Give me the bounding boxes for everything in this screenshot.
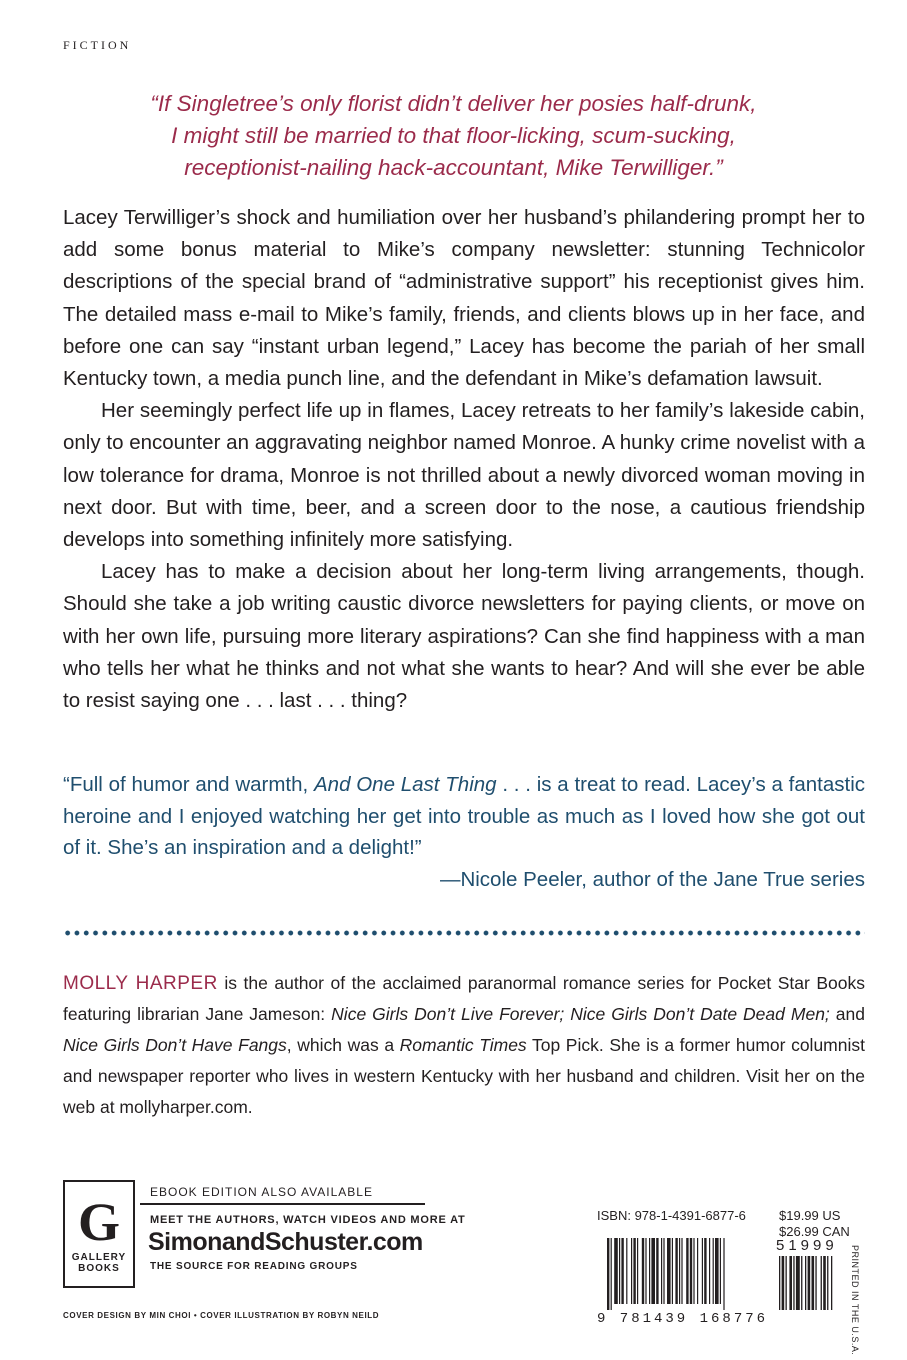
pull-quote bbox=[60, 88, 847, 184]
barcode-addon-bar bbox=[801, 1256, 802, 1310]
blurb-pre: “Full of humor and warmth, bbox=[63, 773, 314, 796]
blurb-book-title: And One Last Thing bbox=[314, 773, 497, 796]
bio-title: Nice Girls Don’t Have Fangs bbox=[63, 1035, 287, 1055]
description-paragraph: Lacey has to make a decision about her long-term living arrangements, though. Should she take a job writing caustic divorce newsletters for paying clients, or move on with her own life, pursuing more literary aspirations? Can she find happiness with a man who tells her what he thinks and not what she wants to hear? And will she ever be able to resist saying one . . . last . . . thing? bbox=[63, 560, 865, 713]
barcode-bar bbox=[614, 1238, 618, 1304]
barcode-bar bbox=[713, 1238, 714, 1304]
logo-name: BOOKS bbox=[78, 1263, 120, 1274]
barcode-bar bbox=[626, 1238, 627, 1304]
printed-in-usa: PRINTED IN THE U.S.A. bbox=[850, 1245, 860, 1356]
barcode-bar bbox=[697, 1238, 698, 1304]
barcode-bar bbox=[690, 1238, 692, 1304]
book-description bbox=[63, 202, 865, 717]
barcode-addon-bar bbox=[805, 1256, 806, 1310]
barcode-addon-bar bbox=[823, 1256, 826, 1310]
barcode-bar bbox=[619, 1238, 620, 1304]
logo-letter: G bbox=[77, 1192, 120, 1252]
barcode-addon-number: 51999 bbox=[776, 1237, 838, 1254]
bio-text: , which was a bbox=[286, 1035, 400, 1055]
pull-quote-line: receptionist-nailing hack-accountant, Mike Terwilliger.” bbox=[184, 155, 723, 180]
publisher-website: SimonandSchuster.com bbox=[148, 1228, 423, 1256]
barcode-bar bbox=[621, 1238, 623, 1304]
description-paragraph: Lacey Terwilliger’s shock and humiliation over her husband’s philandering prompt her to add some bonus material to Mike’s company newsletter: stunning Technicolor descriptions of the special brand of “administrative support” his receptionist gives him. The detailed mass e-mail to Mike’s family, friends, and clients blows up in her face, and before one can say “instant urban legend,” Lacey has become the pariah of her small Kentucky town, a media punch line, and the defendant in Mike’s defamation lawsuit. bbox=[63, 206, 865, 391]
barcode-bar bbox=[723, 1238, 724, 1310]
barcode-addon-bar bbox=[789, 1256, 792, 1310]
blurb-attribution: —Nicole Peeler, author of the Jane True series bbox=[439, 867, 865, 891]
pull-quote-line: I might still be married to that floor-licking, scum-sucking, bbox=[171, 123, 736, 148]
author-name: MOLLY HARPER bbox=[63, 973, 218, 994]
description-paragraph: Her seemingly perfect life up in flames, Lacey retreats to her family’s lakeside cabin, only to encounter an aggravating neighbor named Monroe. A hunky crime novelist with a low tolerance for drama, Monroe is not thrilled about a newly divorced woman moving in next door. But with time, beer, and a screen door to the nose, a cautious friendship develops into something infinitely more satisfying. bbox=[63, 399, 865, 552]
bio-title: Nice Girls Don’t Live Forever; Nice Girls Don’t Date Dead Men; bbox=[331, 1004, 830, 1024]
genre-label: FICTION bbox=[63, 38, 132, 52]
barcode-bar bbox=[709, 1238, 710, 1304]
barcode-addon-bar bbox=[808, 1256, 811, 1310]
barcode-addon-bar bbox=[831, 1256, 832, 1310]
blurb-text bbox=[63, 769, 865, 864]
barcode-bar bbox=[686, 1238, 688, 1304]
barcode-bar bbox=[715, 1238, 719, 1304]
barcode-bar bbox=[667, 1238, 671, 1304]
barcode-bar bbox=[656, 1238, 658, 1304]
cover-credits: COVER DESIGN BY MIN CHOI • COVER ILLUSTRATION BY ROBYN NEILD bbox=[63, 1311, 380, 1320]
barcode-bar bbox=[649, 1238, 650, 1304]
barcode-bar bbox=[637, 1238, 638, 1304]
divider-line bbox=[140, 1203, 425, 1205]
ebook-notice: EBOOK EDITION ALSO AVAILABLE bbox=[150, 1185, 373, 1199]
barcode-addon-bar bbox=[786, 1256, 787, 1310]
author-bio bbox=[63, 968, 865, 1123]
barcode-bar bbox=[661, 1238, 662, 1304]
barcode-addon-bar bbox=[821, 1256, 822, 1310]
barcode bbox=[595, 1238, 855, 1312]
bio-text: Top Pick. She is a former humor columnist and newspaper reporter who lives in western Kentucky with her husband and children. Visit her on the web at mollyharper.com. bbox=[63, 1035, 865, 1117]
barcode-bar bbox=[633, 1238, 635, 1304]
dotted-divider bbox=[63, 930, 865, 936]
barcode-addon-bar bbox=[793, 1256, 794, 1310]
barcode-bar bbox=[693, 1238, 694, 1304]
barcode-bar bbox=[645, 1238, 646, 1304]
barcode-bar bbox=[720, 1238, 721, 1304]
barcode-bar bbox=[681, 1238, 682, 1304]
blurb-post: . . . is a treat to read. Lacey’s a fantastic heroine and I enjoyed watching her get into trouble as much as I loved how she got out of it. She’s an inspiration and a delight!” bbox=[63, 773, 866, 859]
barcode-bar bbox=[679, 1238, 680, 1304]
bio-text: is the author of the acclaimed paranormal romance series for Pocket Star Books featuring librarian Jane Jameson: bbox=[63, 973, 865, 1024]
barcode-bar bbox=[607, 1238, 609, 1310]
barcode-bar bbox=[651, 1238, 655, 1304]
barcode-bar bbox=[704, 1238, 706, 1304]
gallery-books-logo bbox=[63, 1180, 135, 1288]
barcode-addon-bar bbox=[782, 1256, 785, 1310]
logo-name: GALLERY bbox=[71, 1252, 127, 1263]
barcode-bar bbox=[672, 1238, 673, 1304]
meet-authors-text: MEET THE AUTHORS, WATCH VIDEOS AND MORE AT bbox=[150, 1214, 466, 1226]
price-can: $26.99 CAN bbox=[779, 1224, 850, 1239]
barcode-addon-bar bbox=[796, 1256, 800, 1310]
barcode-bar bbox=[675, 1238, 677, 1304]
review-blurb bbox=[63, 769, 865, 895]
reading-groups-text: THE SOURCE FOR READING GROUPS bbox=[150, 1261, 358, 1272]
barcode-number: 9 781439 168776 bbox=[597, 1311, 769, 1327]
barcode-bar bbox=[642, 1238, 644, 1304]
barcode-bar bbox=[631, 1238, 632, 1304]
barcode-addon-bar bbox=[779, 1256, 780, 1310]
bio-text: and bbox=[829, 1004, 865, 1024]
barcode-bar bbox=[702, 1238, 703, 1304]
pull-quote-line: “If Singletree’s only florist didn’t deliver her posies half-drunk, bbox=[150, 91, 757, 116]
barcode-addon-bar bbox=[827, 1256, 828, 1310]
isbn-label: ISBN: 978-1-4391-6877-6 bbox=[597, 1208, 746, 1223]
barcode-addon-bar bbox=[812, 1256, 815, 1310]
barcode-bar bbox=[611, 1238, 612, 1310]
barcode-addon-bar bbox=[815, 1256, 816, 1310]
barcode-bar bbox=[663, 1238, 664, 1304]
price-us: $19.99 US bbox=[779, 1208, 841, 1223]
bio-title: Romantic Times bbox=[399, 1035, 527, 1055]
